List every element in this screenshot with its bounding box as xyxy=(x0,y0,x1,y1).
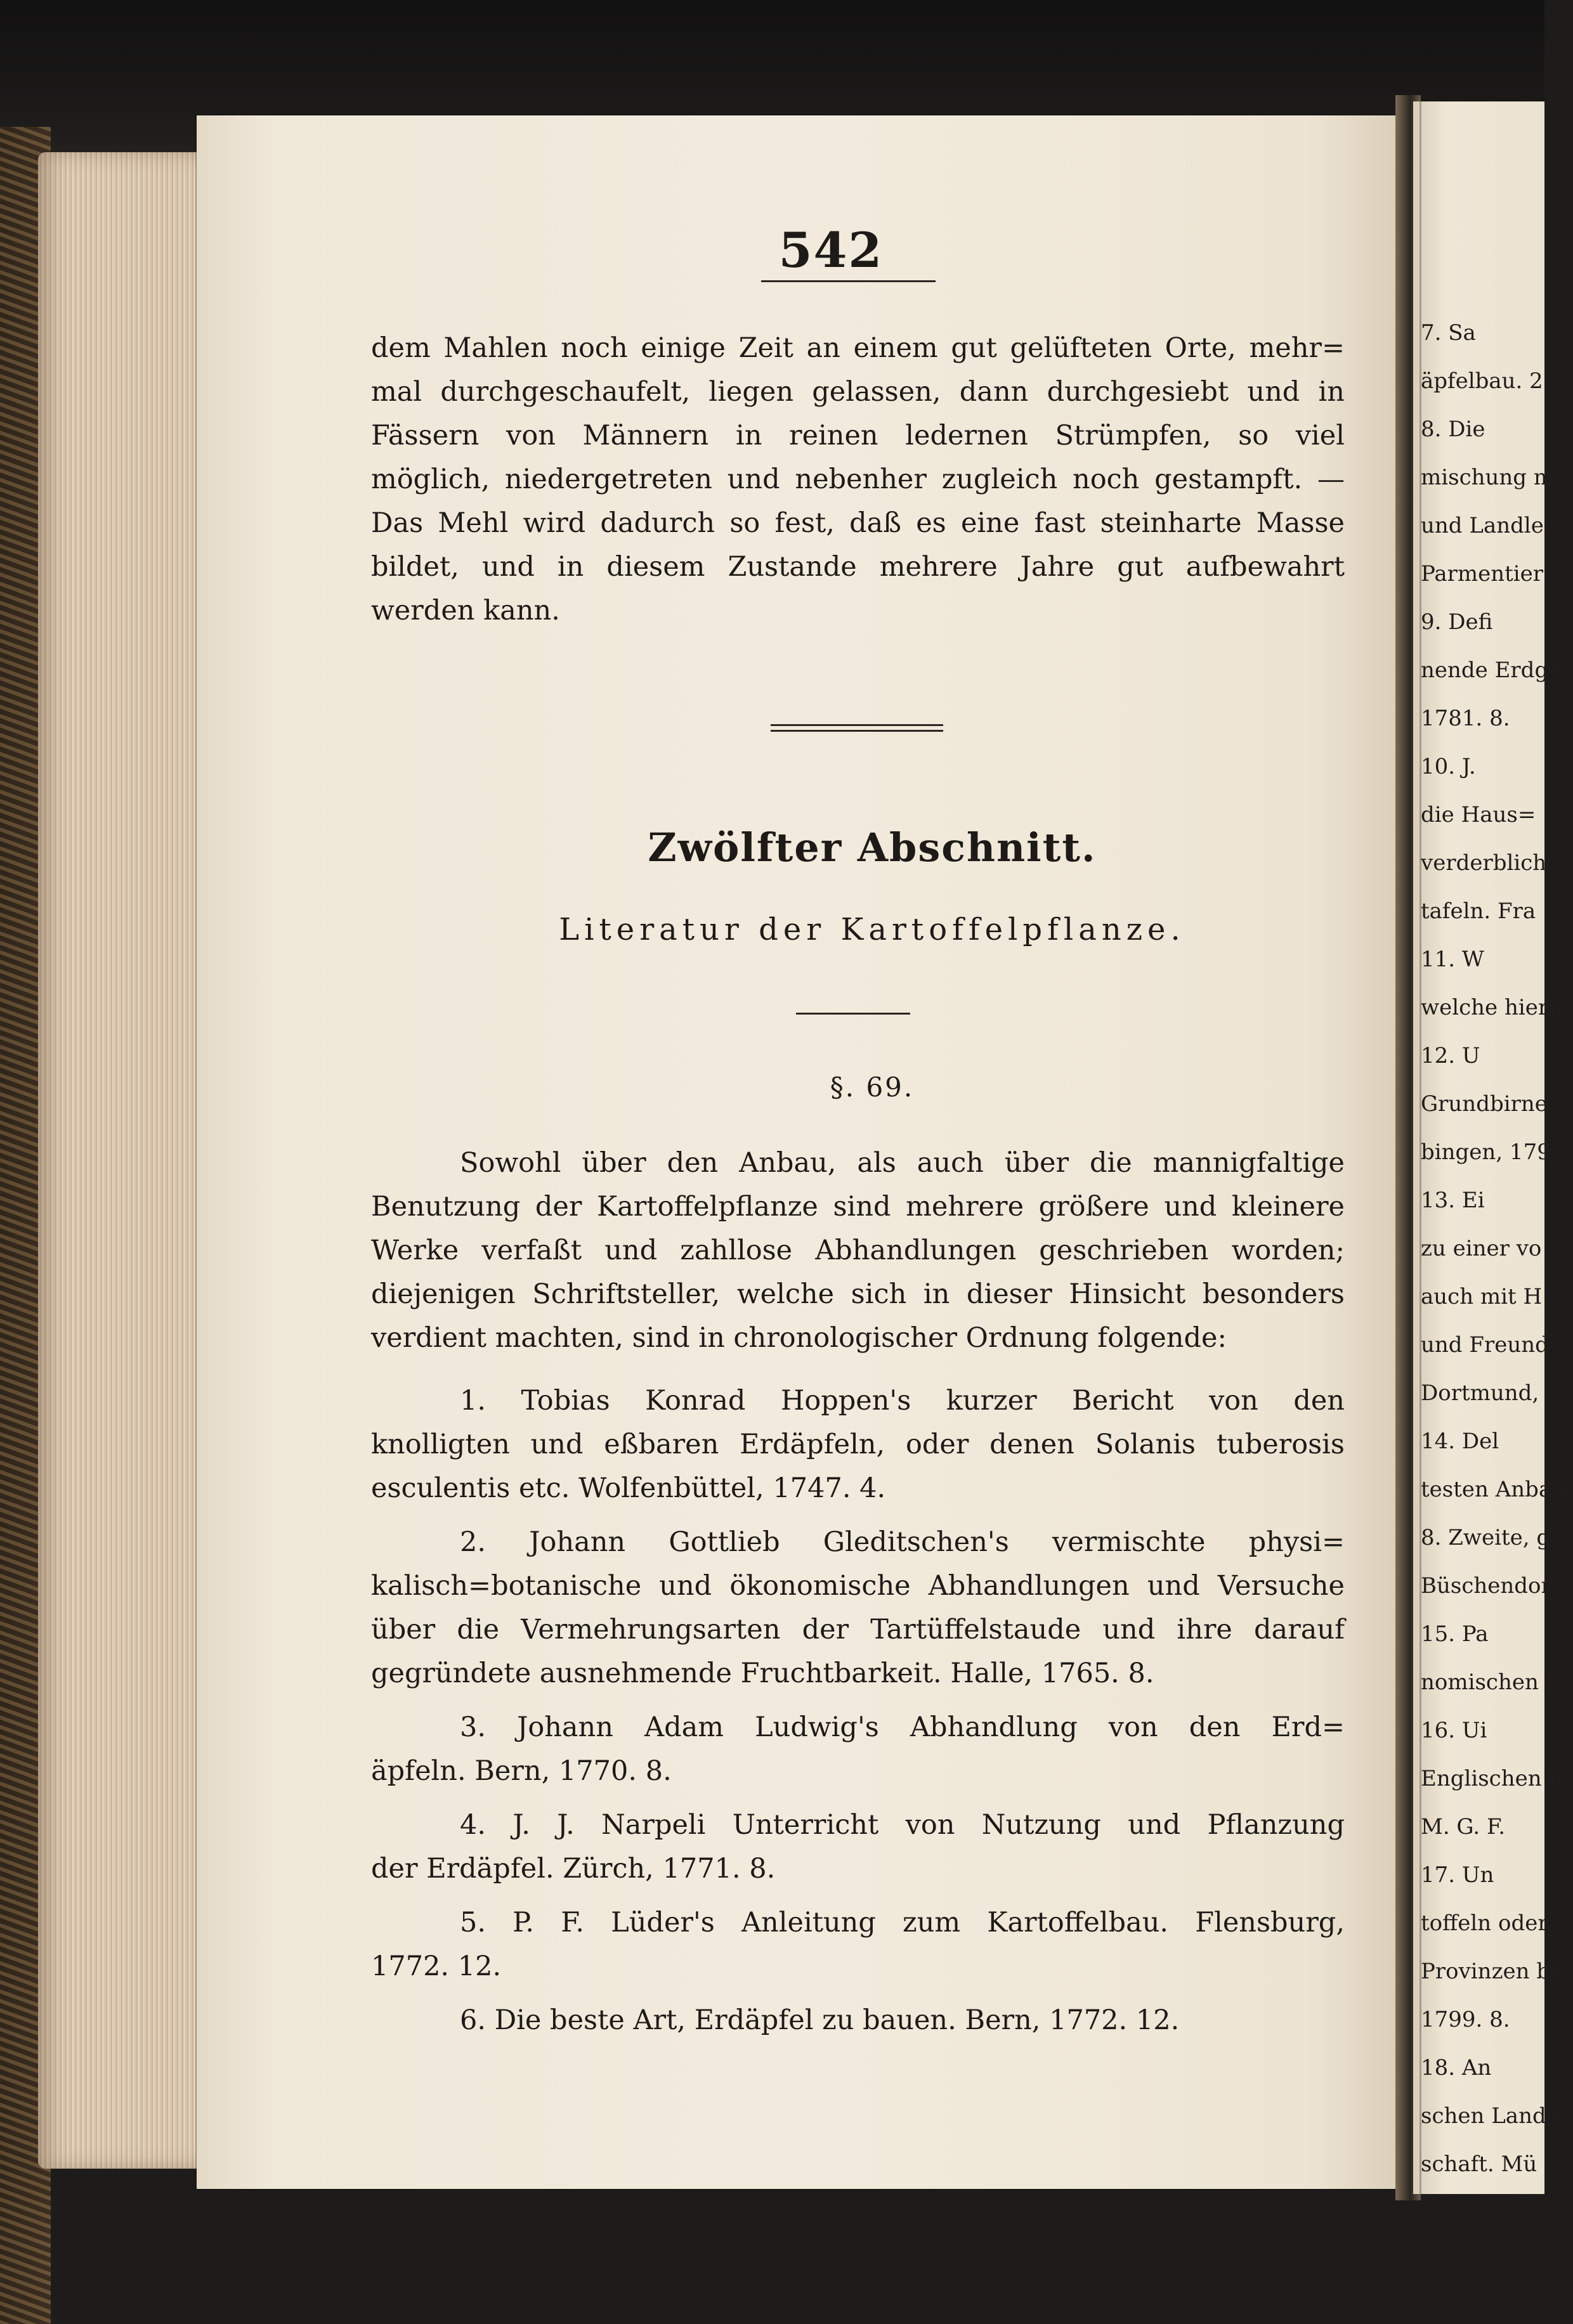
single-rule-divider xyxy=(796,1013,910,1015)
facing-page-line: mischung mit xyxy=(1421,465,1570,490)
bibliography-entry-line: kalisch=botanische und ökonomische Abhandlungen und Versuche xyxy=(371,1570,1345,1602)
facing-page-line: 7. Sa xyxy=(1421,320,1476,346)
facing-page-line: 12. U xyxy=(1421,1043,1480,1068)
facing-page-line: Büschendorf xyxy=(1421,1573,1560,1599)
facing-page-line: Englischen ü xyxy=(1421,1766,1563,1791)
intro-paragraph-line: Sowohl über den Anbau, als auch über die mannigfaltige xyxy=(460,1147,1345,1179)
page-number: 542 xyxy=(778,222,884,278)
bibliography-entry-line: 4. J. J. Narpeli Unterricht von Nutzung und Pflanzung xyxy=(460,1809,1345,1841)
facing-page-line: bingen, 179 xyxy=(1421,1139,1551,1165)
facing-page-line: testen Anbau xyxy=(1421,1477,1566,1502)
facing-page-line: schaft. Mü xyxy=(1421,2152,1537,2177)
facing-page-line: Parmentier xyxy=(1421,561,1544,587)
facing-page-line: nende Erdge xyxy=(1421,658,1562,683)
header-rule xyxy=(761,280,936,282)
bibliography-entry-line: esculentis etc. Wolfenbüttel, 1747. 4. xyxy=(371,1472,886,1504)
page-header xyxy=(761,222,901,278)
facing-page-line: 14. Del xyxy=(1421,1429,1499,1454)
bibliography-entry-line: der Erdäpfel. Zürch, 1771. 8. xyxy=(371,1853,776,1885)
facing-page-line: 1799. 8. xyxy=(1421,2007,1510,2032)
section-heading: §. 69. xyxy=(830,1072,915,1103)
top-paragraph-line: Das Mehl wird dadurch so fest, daß es eine fast steinharte Masse xyxy=(371,507,1345,539)
intro-paragraph-line: Werke verfaßt und zahllose Abhandlungen geschrieben worden; xyxy=(371,1235,1345,1266)
intro-paragraph-line: verdient machten, sind in chronologischer Ordnung folgende: xyxy=(371,1322,1227,1354)
facing-page-line: Grundbirne xyxy=(1421,1091,1548,1117)
facing-page-line: 13. Ei xyxy=(1421,1188,1485,1213)
facing-page-line: und Freunde xyxy=(1421,1332,1562,1358)
facing-page-line: auch mit H xyxy=(1421,1284,1543,1309)
top-paragraph-line: möglich, niedergetreten und nebenher zugleich noch gestampft. — xyxy=(371,464,1345,495)
facing-page-line: 11. W xyxy=(1421,947,1484,972)
bibliography-entry-line: 3. Johann Adam Ludwig's Abhandlung von den Erd= xyxy=(460,1711,1345,1743)
facing-page-line: die Haus= xyxy=(1421,802,1536,828)
bibliography-entry-line: 1772. 12. xyxy=(371,1951,502,1982)
facing-page-line: 17. Un xyxy=(1421,1862,1494,1888)
facing-page-line: 10. J. xyxy=(1421,754,1476,779)
facing-page-line: nomischen Ei xyxy=(1421,1670,1569,1695)
bibliography-entry-line: 5. P. F. Lüder's Anleitung zum Kartoffelbau. Flensburg, xyxy=(460,1907,1345,1938)
facing-page-line: tafeln. Fra xyxy=(1421,899,1536,924)
facing-page-line: 18. An xyxy=(1421,2055,1492,2081)
bibliography-entry-line: 6. Die beste Art, Erdäpfel zu bauen. Bern, 1772. 12. xyxy=(460,2004,1180,2036)
double-rule-divider xyxy=(771,724,943,732)
facing-page-line: Dortmund, xyxy=(1421,1380,1539,1406)
facing-page-line: 9. Defi xyxy=(1421,609,1493,635)
intro-paragraph-line: diejenigen Schriftsteller, welche sich in dieser Hinsicht besonders xyxy=(371,1278,1345,1310)
facing-page-line: verderblichen xyxy=(1421,850,1573,876)
bibliography-entry-line: gegründete ausnehmende Fruchtbarkeit. Halle, 1765. 8. xyxy=(371,1658,1154,1689)
bibliography-entry-line: 1. Tobias Konrad Hoppen's kurzer Bericht von den xyxy=(460,1385,1345,1417)
facing-page-line: äpfelbau. 2 xyxy=(1421,368,1543,394)
facing-page-line: Provinzen be xyxy=(1421,1959,1563,1984)
page-stack-edges xyxy=(38,152,209,2169)
facing-page-line: 8. Die xyxy=(1421,417,1485,442)
top-paragraph-line: dem Mahlen noch einige Zeit an einem gut gelüfteten Orte, mehr= xyxy=(371,332,1345,364)
facing-page-line: schen Landm xyxy=(1421,2103,1567,2129)
facing-page-line: zu einer vo xyxy=(1421,1236,1542,1261)
chapter-subtitle: Literatur der Kartoffelpflanze. xyxy=(559,912,1185,947)
facing-page-line: toffeln oder xyxy=(1421,1911,1548,1936)
bibliography-entry-line: über die Vermehrungsarten der Tartüffelstaude und ihre darauf xyxy=(371,1614,1345,1646)
facing-page-line: welche hierb xyxy=(1421,995,1562,1020)
facing-page-line: 1781. 8. xyxy=(1421,706,1510,731)
top-paragraph-line: Fässern von Männern in reinen ledernen Strümpfen, so viel xyxy=(371,420,1345,451)
chapter-title: Zwölfter Abschnitt. xyxy=(648,824,1097,871)
facing-page-line: 15. Pa xyxy=(1421,1621,1489,1647)
intro-paragraph-line: Benutzung der Kartoffelpflanze sind mehrere größere und kleinere xyxy=(371,1191,1345,1223)
top-paragraph-line: bildet, und in diesem Zustande mehrere Jahre gut aufbewahrt xyxy=(371,551,1345,583)
facing-page-line: 8. Zweite, g xyxy=(1421,1525,1551,1550)
facing-page-line: und Landleu xyxy=(1421,513,1558,538)
facing-page-line: M. G. F. xyxy=(1421,1814,1506,1840)
top-paragraph-line: werden kann. xyxy=(371,595,560,626)
top-paragraph-line: mal durchgeschaufelt, liegen gelassen, dann durchgesiebt und in xyxy=(371,376,1345,408)
bibliography-entry-line: 2. Johann Gottlieb Gleditschen's vermischte physi= xyxy=(460,1526,1345,1558)
bibliography-entry-line: knolligten und eßbaren Erdäpfeln, oder denen Solanis tuberosis xyxy=(371,1429,1345,1460)
bibliography-entry-line: äpfeln. Bern, 1770. 8. xyxy=(371,1755,672,1787)
facing-page-line: 16. Ui xyxy=(1421,1718,1487,1743)
